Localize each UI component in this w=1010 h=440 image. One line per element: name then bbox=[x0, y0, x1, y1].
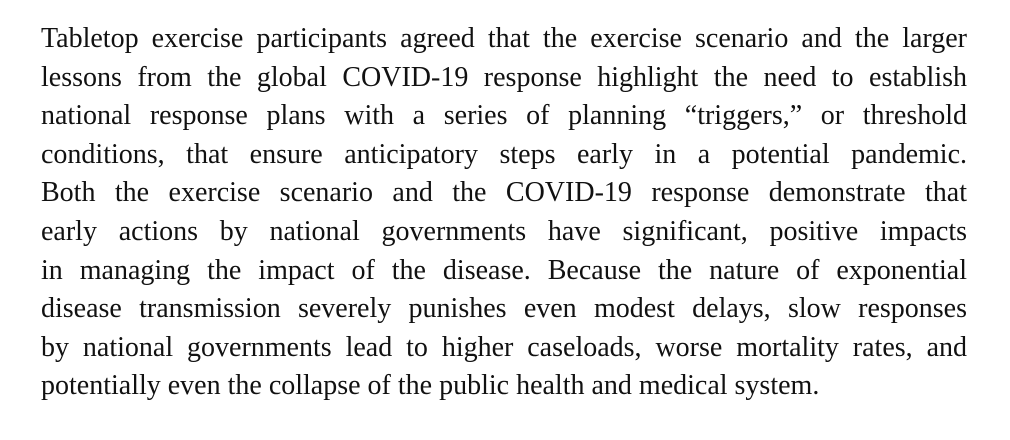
body-paragraph bbox=[41, 20, 967, 406]
paragraph-line-8: disease transmission severely punishes even modest delays, slow responses bbox=[41, 293, 967, 325]
paragraph-line-9: by national governments lead to higher caseloads, worse mortality rates, and bbox=[41, 331, 967, 363]
paragraph-line-2: lessons from the global COVID-19 response highlight the need to establish bbox=[41, 61, 967, 93]
paragraph-line-1: Tabletop exercise participants agreed that the exercise scenario and the larger bbox=[41, 23, 967, 54]
paragraph-line-6: early actions by national governments have significant, positive impacts bbox=[41, 215, 967, 247]
paragraph-line-10: potentially even the collapse of the public health and medical system. bbox=[41, 370, 820, 402]
paragraph-line-4: conditions, that ensure anticipatory steps early in a potential pandemic. bbox=[41, 138, 967, 170]
paragraph-line-7: in managing the impact of the disease. Because the nature of exponential bbox=[41, 254, 967, 286]
paragraph-line-5: Both the exercise scenario and the COVID-19 response demonstrate that bbox=[41, 177, 967, 209]
paragraph-line-3: national response plans with a series of planning “triggers,” or threshold bbox=[41, 100, 967, 132]
